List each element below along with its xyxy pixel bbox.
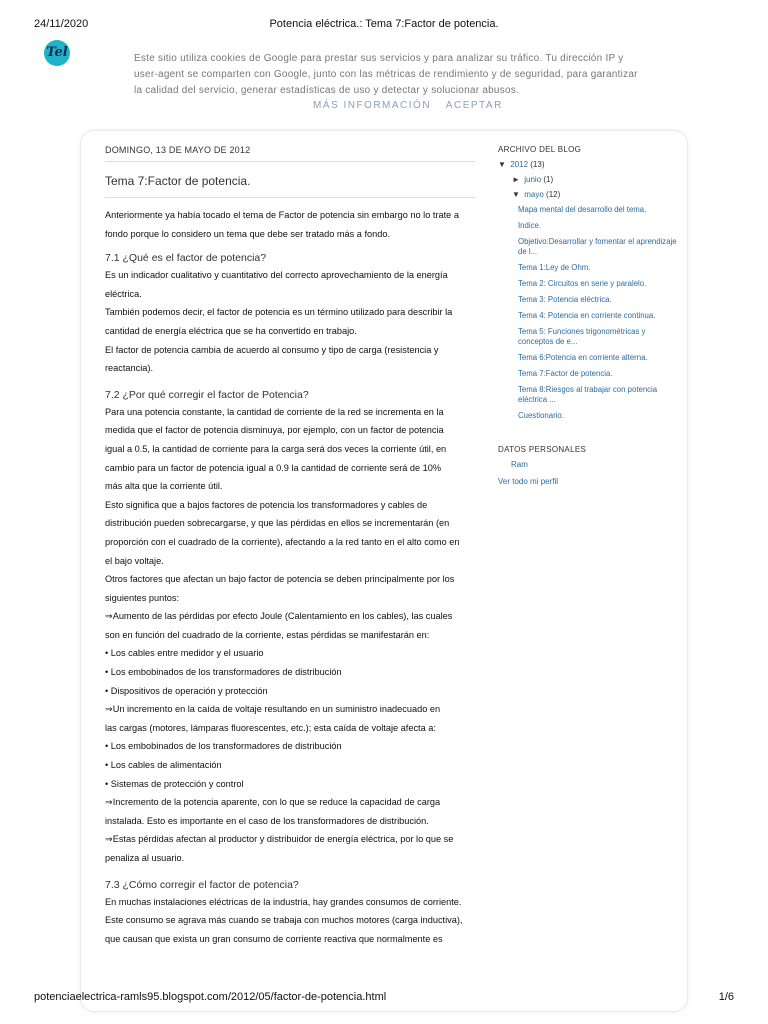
body-line: igual a 0.5, la cantidad de corriente para la carga será dos veces la corriente útil, en [105,443,447,454]
sidebar [498,145,678,486]
body-line: distribución pueden sobrecargarse, y que las pérdidas en ellos se incrementarán (en [105,518,450,529]
collapse-arrow-icon[interactable]: ▼ [512,190,520,199]
archive-month-count: (12) [546,190,561,199]
body-line: Otros factores que afectan un bajo factor de potencia se deben principalmente por los [105,574,455,585]
intro-paragraph [105,206,469,243]
body-line: ⇒Un incremento en la caída de voltaje resultando en un suministro inadecuado en [105,704,441,715]
section-7-3-text [105,893,469,949]
archive-post-link[interactable]: Tema 1:Ley de Ohm. [518,263,591,272]
archive-month-count: (1) [543,175,554,184]
body-line: ⇒Aumento de las pérdidas por efecto Joule (Calentamiento en los cables), las cuales [105,611,453,622]
archive-month-junio[interactable] [512,175,678,184]
print-date: 24/11/2020 [34,18,89,30]
body-line: • Los embobinados de los transformadores de distribución [105,667,342,678]
archive-month-mayo[interactable] [512,190,678,199]
body-line: En muchas instalaciones eléctricas de la industria, hay grandes consumos de corriente. [105,896,462,907]
print-url: potenciaelectrica-ramls95.blogspot.com/2012/05/factor-de-potencia.html [34,991,387,1003]
body-line: • Los embobinados de los transformadores de distribución [105,741,342,752]
body-line: • Dispositivos de operación y protección [105,685,268,696]
archive-post-link[interactable]: Mapa mental del desarrollo del tema. [518,205,647,214]
section-heading-7-3: 7.3 ¿Cómo corregir el factor de potencia? [105,878,299,891]
post-title[interactable]: Tema 7:Factor de potencia. [105,174,251,188]
print-title: Potencia eléctrica.: Tema 7:Factor de potencia. [269,18,499,30]
body-line: instalada. Esto es importante en el caso de los transformadores de distribución. [105,815,429,826]
body-line: cambio para un factor de potencia igual a 0.9 la cantidad de corriente será de 10% [105,462,442,473]
body-line: penaliza al usuario. [105,853,185,863]
archive-post-link[interactable]: Tema 8:Riesgos al trabajar con potencia eléctrica ... [518,385,658,404]
section-7-1-text [105,266,469,378]
body-line: ⇒Estas pérdidas afectan al productor y distribuidor de energía eléctrica, por lo que se [105,834,454,845]
archive-post-link[interactable]: Tema 3: Potencia eléctrica. [518,295,612,304]
body-line: Este consumo se agrava más cuando se trabaja con muchos motores (carga inductiva), [105,915,463,926]
body-line: ⇒Incremento de la potencia aparente, con lo que se reduce la capacidad de carga [105,797,441,808]
cookie-actions [313,100,514,111]
archive-post-link[interactable]: Tema 6:Potencia en corriente alterna. [518,353,648,362]
profile-name-link[interactable]: Ram [511,460,528,469]
archive-year-2012[interactable] [498,160,678,169]
archive-post-link[interactable]: Cuestionario. [518,411,564,420]
divider [105,161,475,162]
body-line: el bajo voltaje. [105,555,164,566]
archive-month-link[interactable]: mayo [524,190,544,199]
blog-logo[interactable]: Tel [44,40,70,66]
archive-post-link[interactable]: Indice. [518,221,541,230]
body-line: proporción con el cuadrado de la corriente), afectando a la red tanto en el alto como en [105,536,460,547]
body-line: Para una potencia constante, la cantidad de corriente de la red se incrementa en la [105,406,444,417]
body-line: las cargas (motores, lámparas fluorescentes, etc.); esta caída de voltaje afecta a: [105,722,436,733]
body-line: El factor de potencia cambia de acuerdo al consumo y tipo de carga (resistencia y [105,344,439,355]
body-line: • Sistemas de protección y control [105,778,244,789]
accept-button[interactable]: ACEPTAR [445,100,503,111]
body-line: son en función del cuadrado de la corriente, estas pérdidas se manifestarán en: [105,629,430,640]
post-date: DOMINGO, 13 DE MAYO DE 2012 [105,145,251,155]
body-line: Esto significa que a bajos factores de potencia los transformadores y cables de [105,499,428,510]
body-line: siguientes puntos: [105,592,180,603]
archive-year-link[interactable]: 2012 [510,160,529,169]
more-info-link[interactable]: MÁS INFORMACIÓN [313,100,432,111]
profile-heading: DATOS PERSONALES [498,445,587,454]
archive-post-link[interactable]: Tema 7:Factor de potencia. [518,369,613,378]
archive-month-link[interactable]: junio [524,175,542,184]
archive-post-link[interactable]: Tema 4: Potencia en corriente continua. [518,311,656,320]
archive-post-link[interactable]: Tema 5: Funciones trigonométricas y conceptos de e... [518,327,646,346]
archive-post-link[interactable]: Tema 2: Circuitos en serie y paralelo. [518,279,647,288]
body-line: fondo porque lo considero un tema que debe ser tratado más a fondo. [105,228,391,239]
archive-post-link[interactable]: Objetivo:Desarrollar y fomentar el aprendizaje de l... [518,237,677,256]
section-heading-7-2: 7.2 ¿Por qué corregir el factor de Potencia? [105,388,309,401]
view-profile-link[interactable]: Ver todo mi perfil [498,477,559,486]
expand-arrow-icon[interactable]: ► [512,175,520,184]
body-line: • Los cables entre medidor y el usuario [105,648,264,659]
body-line: Es un indicador cualitativo y cuantitativo del correcto aprovechamiento de la energía [105,270,448,281]
body-line: reactancia). [105,363,154,374]
archive-heading: ARCHIVO DEL BLOG [498,145,582,154]
body-line: • Los cables de alimentación [105,760,222,771]
body-line: Anteriormente ya había tocado el tema de Factor de potencia sin embargo no lo trate a [105,210,459,220]
body-line: cantidad de energía eléctrica que se ha convertido en trabajo. [105,325,357,336]
cookie-notice-text: Este sitio utiliza cookies de Google para prestar sus servicios y para analizar su tráfico. Tu dirección IP y user-agent se comparten con Google, junto con las métricas de rendimiento y de seguridad, para garantizar la calidad del servicio, generar estadísticas de uso y detectar y solucionar abusos. [134,53,638,96]
section-7-2-text [105,403,469,868]
archive-post-list [518,205,678,421]
body-line: medida que el factor de potencia disminuya, por ejemplo, con un factor de potencia [105,425,444,436]
body-line: que causan que exista un gran consumo de corriente reactiva que normalmente es [105,933,443,944]
divider [105,197,475,198]
body-line: eléctrica. [105,288,142,299]
post-body [105,206,469,948]
body-line: También podemos decir, el factor de potencia es un término utilizado para describir la [105,307,453,318]
print-page-number: 1/6 [718,991,734,1003]
section-heading-7-1: 7.1 ¿Qué es el factor de potencia? [105,252,267,265]
collapse-arrow-icon[interactable]: ▼ [498,160,506,169]
blog-post [105,145,469,948]
archive-year-count: (13) [530,160,545,169]
body-line: más alta que la corriente útil. [105,481,223,492]
